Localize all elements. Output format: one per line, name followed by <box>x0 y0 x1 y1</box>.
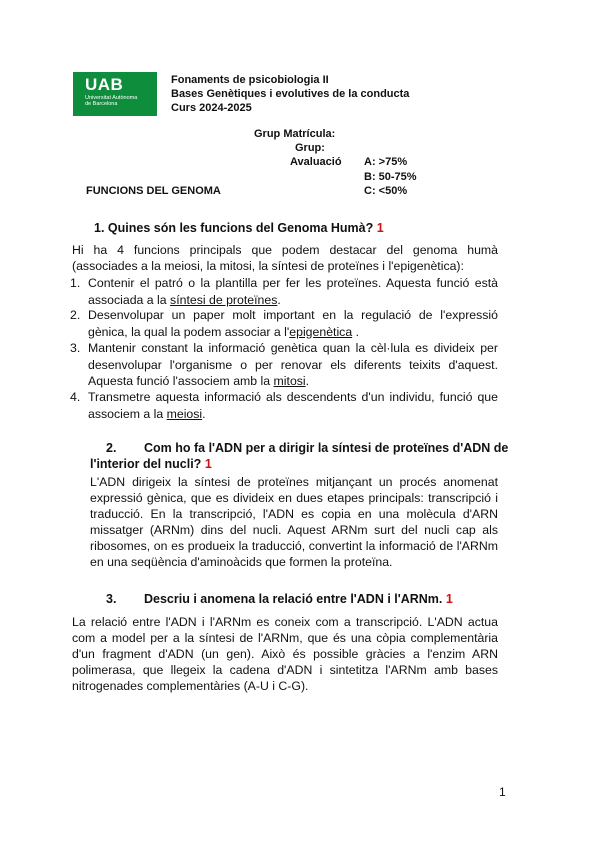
course-title: Fonaments de psicobiologia II <box>171 74 329 86</box>
list-item-number: 1. <box>70 276 81 290</box>
list-item <box>70 307 498 340</box>
logo-name <box>85 95 137 107</box>
list-item-punct: . <box>355 324 360 339</box>
list-item-number: 3. <box>70 341 81 355</box>
grup-matricula-label: Grup Matrícula: <box>254 128 336 140</box>
question-3-line <box>144 592 453 606</box>
grade-c: C: <50% <box>364 185 408 197</box>
grup-label: Grup: <box>295 142 325 154</box>
list-item-punct: . <box>277 292 281 307</box>
question-1-number: 1. <box>94 221 105 235</box>
list-item-punct: . <box>202 406 206 421</box>
question-1 <box>94 221 384 235</box>
list-item-term: mitosi <box>273 374 306 388</box>
question-3-number: 3. <box>106 592 117 606</box>
list-item-text: Mantenir constant la informació genètica quan la cèl·lula es divideix per desenvolupar l'organisme o per renovar els diferents teixits d'aquest. Aquesta funció l'associem amb la <box>88 341 498 388</box>
question-2-text-line2: l'interior del nucli? <box>90 457 202 471</box>
logo-name-line1: Universitat Autònoma <box>85 95 138 101</box>
list-item-text: Desenvolupar un paper molt important en la regulació de l'expressió gènica, la qual la podem associar a l' <box>88 308 498 339</box>
course-subtitle: Bases Genètiques i evolutives de la conducta <box>171 88 410 100</box>
course-year: Curs 2024-2025 <box>171 102 252 114</box>
list-item <box>70 389 498 422</box>
list-item-number: 2. <box>70 308 81 322</box>
question-3-text: Descriu i anomena la relació entre l'ADN i l'ARNm. <box>144 592 443 606</box>
uab-logo <box>73 72 157 116</box>
list-item-text: Transmetre aquesta informació als descendents d'un individu, funció que associem a la <box>88 390 498 421</box>
question-2-number: 2. <box>106 441 117 455</box>
question-1-score: 1 <box>376 221 384 235</box>
logo-abbr: UAB <box>85 75 124 94</box>
list-item-term: meiosi <box>166 406 203 421</box>
grade-b: B: 50-75% <box>364 171 417 183</box>
question-2-text-line1: Com ho fa l'ADN per a dirigir la síntesi de proteïnes d'ADN de <box>144 441 509 455</box>
question-3-answer: La relació entre l'ADN i l'ARNm es coneix com a transcripció. L'ADN actua com a model per a la síntesi de l'ARNm, que és una còpia complementària d'un fragment d'ADN (un gen). Això és possible gràcies a l'enzim ARN polimerasa, que llegeix la cadena d'ADN i sintetitza l'ARNm amb bases nitrogenades complementàries (A-U i C-G). <box>72 615 498 693</box>
grade-a: A: >75% <box>364 156 408 168</box>
list-item-term: epigenètica <box>289 324 353 339</box>
page-number: 1 <box>499 785 506 799</box>
list-item-term: síntesi de proteïnes <box>170 292 278 307</box>
list-item-punct: . <box>305 374 310 388</box>
question-2-line2 <box>90 457 212 471</box>
list-item <box>70 340 498 390</box>
section-title: FUNCIONS DEL GENOMA <box>86 185 221 197</box>
question-2-answer: L'ADN dirigeix la síntesi de proteïnes mitjançant un procés anomenat expressió gènica, que es divideix en dues etapes principals: transcripció i traducció. En la transcripció, l'ADN es copia en una molècula d'ARN missatger (ARNm) dins del nucli. Aquest ARNm surt del nucli cap als ribosomes, on es produeix la traducció, convertint la informació de l'ARNm en una seqüència d'aminoàcids que formen la proteïna. <box>90 475 498 569</box>
question-3-score: 1 <box>445 592 453 606</box>
avaluacio-label: Avaluació <box>290 156 342 168</box>
list-item-text: Contenir el patró o la plantilla per fer les proteïnes. Aquesta funció està associada a la <box>88 276 498 307</box>
logo-name-line2: de Barcelona <box>85 101 118 107</box>
list-item <box>70 275 498 308</box>
question-1-text: Quines són les funcions del Genoma Humà? <box>107 221 374 235</box>
question-2-score: 1 <box>204 457 212 471</box>
question-1-intro: Hi ha 4 funcions principals que podem destacar del genoma humà (associades a la meiosi, la mitosi, la síntesi de proteïnes i l'epigenètica): <box>72 243 498 273</box>
list-item-number: 4. <box>70 390 81 404</box>
